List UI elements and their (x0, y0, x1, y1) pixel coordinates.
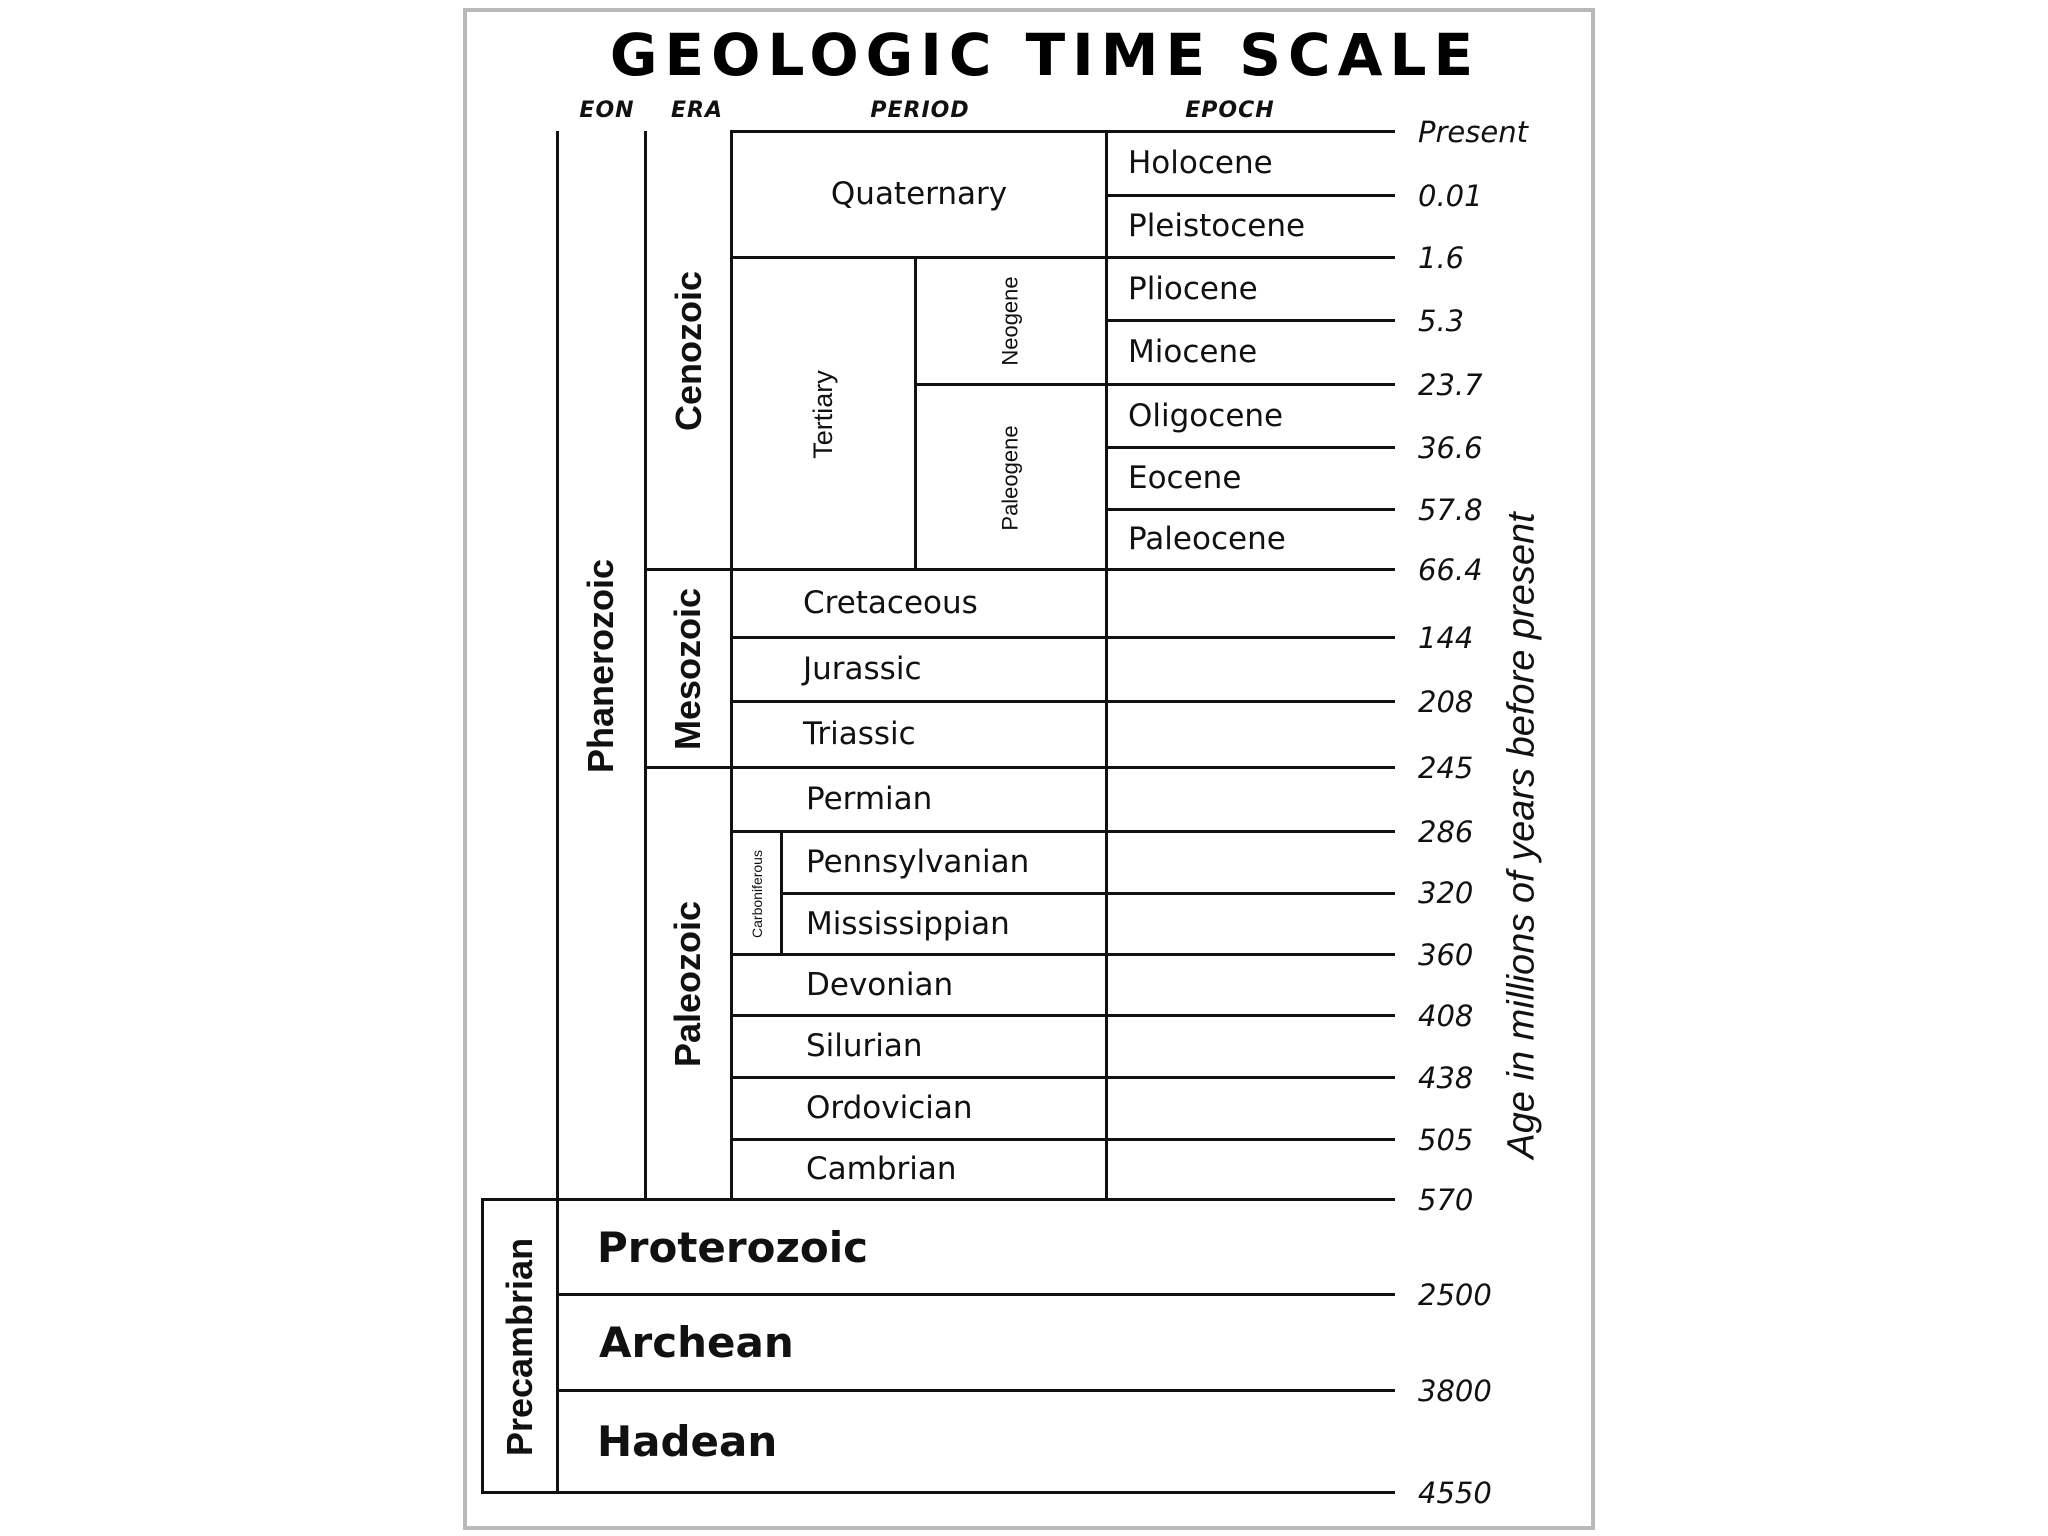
period-pennsylvanian: Pennsylvanian (806, 844, 1030, 880)
period-quaternary: Quaternary (830, 176, 1008, 212)
period-cambrian: Cambrian (806, 1151, 957, 1187)
age-present: Present (1418, 115, 1528, 149)
era-mesozoic: Mesozoic (667, 587, 709, 751)
age-320: 320 (1418, 876, 1474, 910)
age-144: 144 (1418, 621, 1474, 655)
age-408: 408 (1418, 999, 1474, 1033)
age-360: 360 (1418, 938, 1474, 972)
age-5-3: 5.3 (1418, 304, 1465, 338)
epoch-paleocene: Paleocene (1128, 521, 1286, 557)
age-axis-label: Age in millions of years before present (1500, 511, 1543, 1159)
age-570: 570 (1418, 1183, 1474, 1217)
period-silurian: Silurian (806, 1028, 923, 1064)
age-3800: 3800 (1418, 1374, 1492, 1408)
age-0-01: 0.01 (1418, 179, 1483, 213)
age-57-8: 57.8 (1418, 493, 1483, 527)
age-23-7: 23.7 (1418, 368, 1483, 402)
age-36-6: 36.6 (1418, 431, 1483, 465)
chart-title: GEOLOGIC TIME SCALE (609, 21, 1481, 89)
epoch-holocene: Holocene (1128, 145, 1273, 181)
eon-archean: Archean (599, 1318, 794, 1367)
period-cretaceous: Cretaceous (803, 585, 978, 621)
eon-precambrian: Precambrian (499, 1237, 541, 1457)
age-1-6: 1.6 (1418, 241, 1465, 275)
epoch-oligocene: Oligocene (1128, 397, 1284, 434)
age-438: 438 (1418, 1061, 1474, 1095)
header-eon: EON (579, 98, 635, 123)
age-4550: 4550 (1418, 1476, 1492, 1510)
period-triassic: Triassic (803, 716, 916, 752)
age-505: 505 (1418, 1123, 1474, 1157)
eon-proterozoic: Proterozoic (597, 1222, 869, 1272)
period-neogene: Neogene (998, 276, 1023, 366)
hline-4550 (481, 1491, 1395, 1494)
period-jurassic: Jurassic (803, 651, 922, 687)
epoch-pleistocene: Pleistocene (1128, 208, 1306, 244)
age-286: 286 (1418, 815, 1474, 849)
age-2500: 2500 (1418, 1278, 1492, 1312)
period-permian: Permian (806, 781, 933, 817)
eon-phanerozoic: Phanerozoic (580, 558, 622, 773)
epoch-pliocene: Pliocene (1128, 270, 1258, 307)
header-period: PERIOD (870, 98, 970, 123)
age-208: 208 (1418, 685, 1474, 719)
header-epoch: EPOCH (1185, 98, 1275, 123)
eon-hadean: Hadean (597, 1417, 778, 1466)
period-carboniferous: Carboniferous (748, 849, 765, 938)
period-paleogene: Paleogene (998, 424, 1023, 531)
age-245: 245 (1418, 751, 1474, 785)
era-cenozoic: Cenozoic (667, 270, 709, 431)
period-tertiary: Tertiary (807, 369, 838, 459)
epoch-eocene: Eocene (1128, 460, 1242, 496)
age-66-4: 66.4 (1418, 553, 1483, 587)
period-ordovician: Ordovician (806, 1090, 973, 1126)
epoch-miocene: Miocene (1128, 334, 1258, 370)
header-era: ERA (671, 98, 723, 123)
era-paleozoic: Paleozoic (667, 900, 709, 1068)
period-devonian: Devonian (806, 966, 954, 1003)
period-mississippian: Mississippian (806, 905, 1010, 942)
